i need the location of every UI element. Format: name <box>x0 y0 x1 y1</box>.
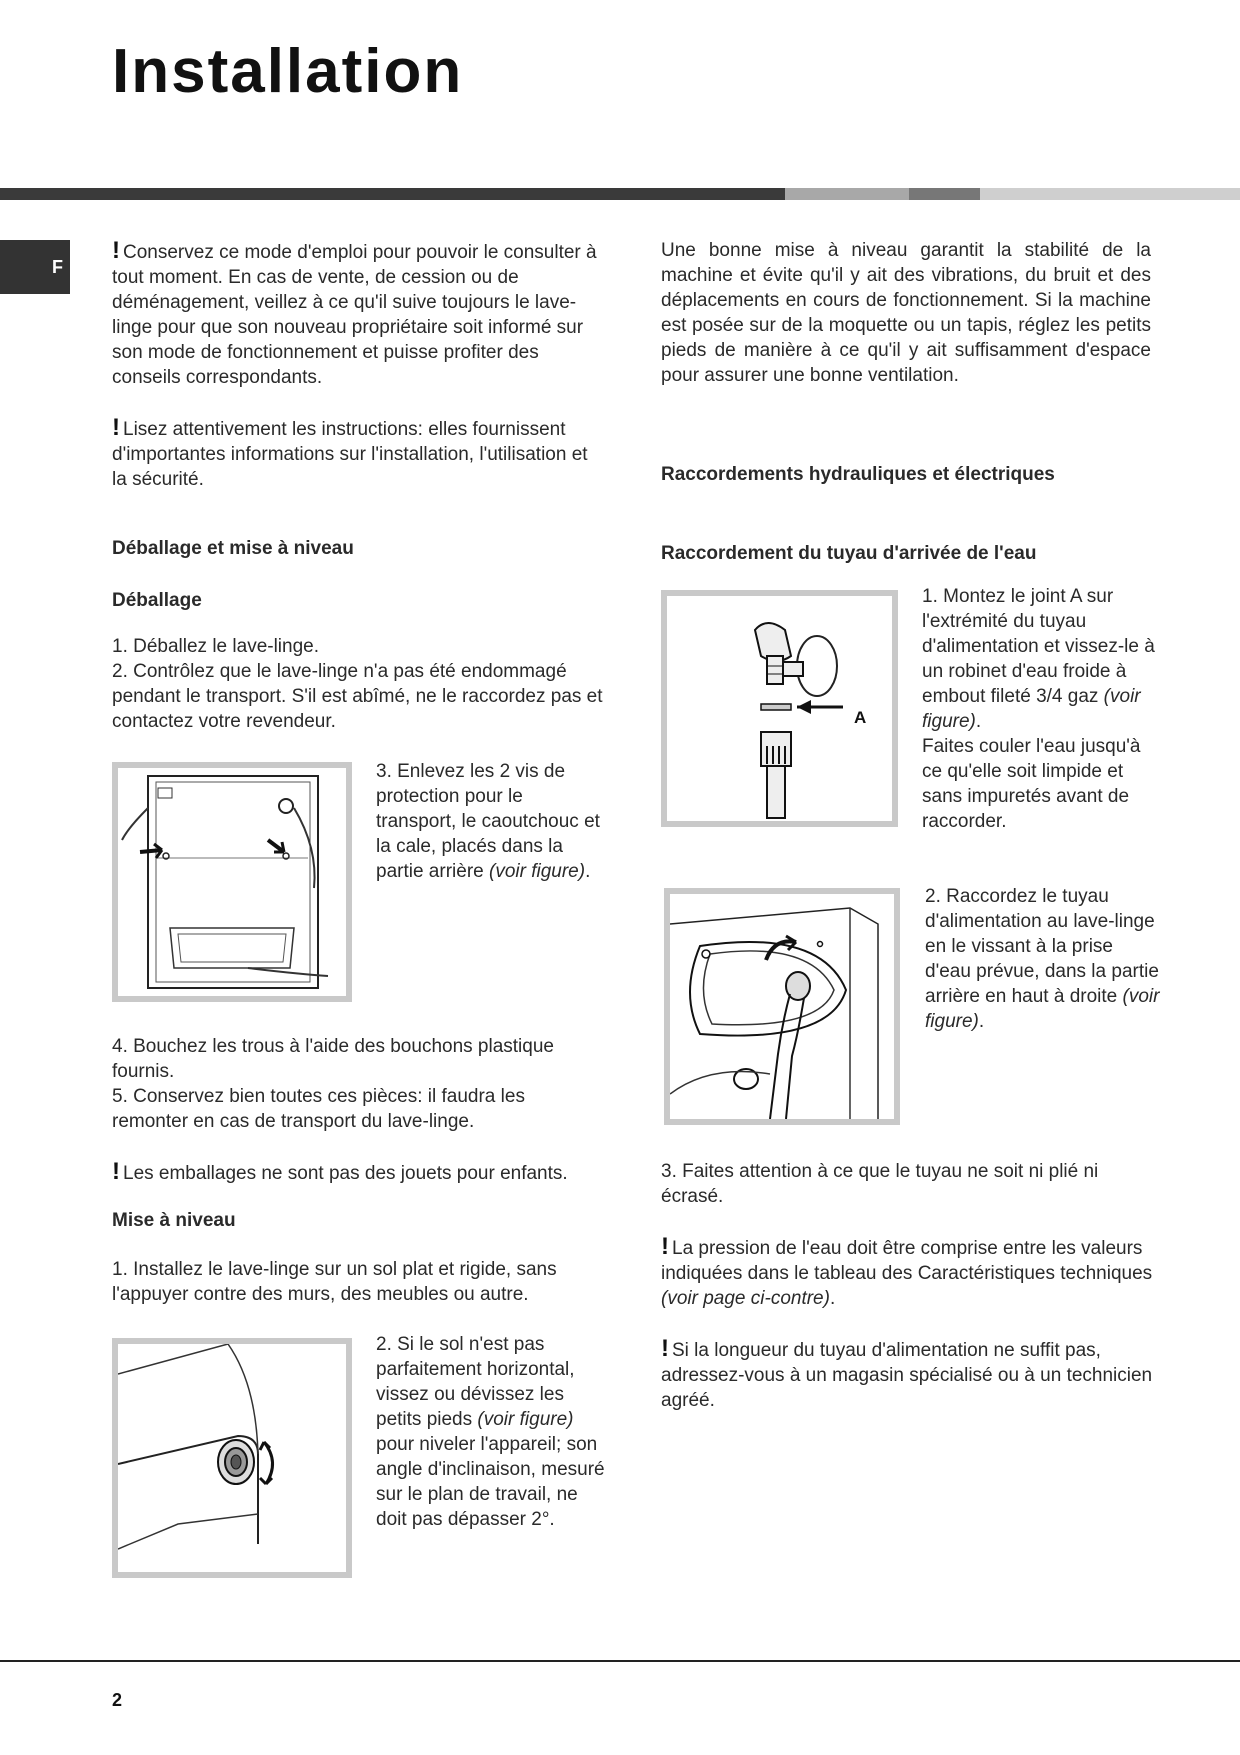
language-tab: F <box>0 240 70 294</box>
subheading-leveling: Mise à niveau <box>112 1210 236 1231</box>
hose-step-2: 2. Raccordez le tuyau d'alimentation au lave-linge en le vissant à la prise d'eau prévue, dans la partie arrière en haut à droite (voir figure). <box>925 886 1160 1032</box>
subheading-water-hose: Raccordement du tuyau d'arrivée de l'eau <box>661 543 1037 564</box>
warning-icon: ! <box>112 414 120 441</box>
notice-keep-manual: ! Conservez ce mode d'emploi pour pouvoir le consulter à tout moment. En cas de vente, de cession ou de déménagement, veillez à ce qu'il suive toujours le lave-linge pour que son nouveau propriétaire soit informé sur son mode de fonctionnement et puisse profiter des conseils correspondants. <box>112 237 597 388</box>
notice-packaging: ! Les emballages ne sont pas des jouets pour enfants. <box>112 1158 568 1185</box>
level-intro: Une bonne mise à niveau garantit la stabilité de la machine et évite qu'il y ait des vibrations, du bruit et des déplacements en cours de fonctionnement. Si la machine est posée sur de la moquette ou un tapis, réglez les petits pieds de manière à ce qu'il y ait suffisamment d'espace pour assurer une bonne ventilation. <box>661 240 1151 386</box>
unpack-step-3: 3. Enlevez les 2 vis de protection pour le transport, le caoutchouc et la cale, placés dans la partie arrière (voir figure). <box>376 761 600 882</box>
section-title-unpacking: Déballage et mise à niveau <box>112 538 354 559</box>
unpack-steps-1-2 <box>112 634 604 734</box>
warning-icon: ! <box>661 1335 669 1362</box>
page-title: Installation <box>112 37 464 106</box>
header-bar-segment-3 <box>909 188 980 200</box>
notice-read-instructions: ! Lisez attentivement les instructions: elles fournissent d'importantes informations sur l'installation, l'utilisation et la sécurité. <box>112 414 588 490</box>
unpack-step-2: 2. Contrôlez que le lave-linge n'a pas été endommagé pendant le transport. S'il est abîmé, ne le raccordez pas et contactez votre revendeur. <box>112 661 603 732</box>
warning-icon: ! <box>112 1158 120 1185</box>
section-title-connections: Raccordements hydrauliques et électriques <box>661 464 1055 485</box>
figure-tap-seal <box>661 590 898 827</box>
footer-rule <box>0 1660 1240 1662</box>
header-bar-segment-1 <box>0 188 785 200</box>
notice-water-pressure: ! La pression de l'eau doit être comprise entre les valeurs indiquées dans le tableau des Caractéristiques techniques (voir page ci-contre). <box>661 1233 1153 1309</box>
unpack-step-1: 1. Déballez le lave-linge. <box>112 636 320 657</box>
warning-icon: ! <box>661 1233 669 1260</box>
unpack-steps-4-5 <box>112 1034 604 1186</box>
figure-leveling-foot <box>112 1338 352 1578</box>
warning-icon: ! <box>112 237 120 264</box>
unpack-step-5: 5. Conservez bien toutes ces pièces: il faudra les remonter en cas de transport du lave-linge. <box>112 1086 525 1132</box>
subheading-unpacking: Déballage <box>112 590 202 611</box>
header-bar-segment-2 <box>785 188 909 200</box>
figure-hose-connection <box>664 888 900 1125</box>
notice-hose-length: ! Si la longueur du tuyau d'alimentation ne suffit pas, adressez-vous à un magasin spécialisé ou à un technicien agréé. <box>661 1335 1153 1411</box>
figure-machine-back <box>112 762 352 1002</box>
level-step-2: 2. Si le sol n'est pas parfaitement horizontal, vissez ou dévissez les petits pieds (voir figure) pour niveler l'appareil; son angle d'inclinaison, mesuré sur le plan de travail, ne doit pas dépasser 2°. <box>376 1334 605 1530</box>
figure-label-a: A <box>854 708 867 727</box>
hose-step-3: 3. Faites attention à ce que le tuyau ne soit ni plié ni écrasé. <box>661 1161 1099 1207</box>
right-column-bottom <box>661 1159 1153 1413</box>
left-column-top <box>112 238 604 492</box>
unpack-step-4: 4. Bouchez les trous à l'aide des bouchons plastique fournis. <box>112 1036 554 1082</box>
page-number: 2 <box>112 1690 123 1710</box>
level-step-1: 1. Installez le lave-linge sur un sol plat et rigide, sans l'appuyer contre des murs, des meubles ou autre. <box>112 1259 557 1305</box>
hose-step-1: 1. Montez le joint A sur l'extrémité du tuyau d'alimentation et vissez-le à un robinet d'eau froide à embout fileté 3/4 gaz (voir figure). Faites couler l'eau jusqu'à ce qu'elle soit limpide et sans impuretés avant de raccorder. <box>922 586 1155 832</box>
header-bar-segment-4 <box>980 188 1240 200</box>
